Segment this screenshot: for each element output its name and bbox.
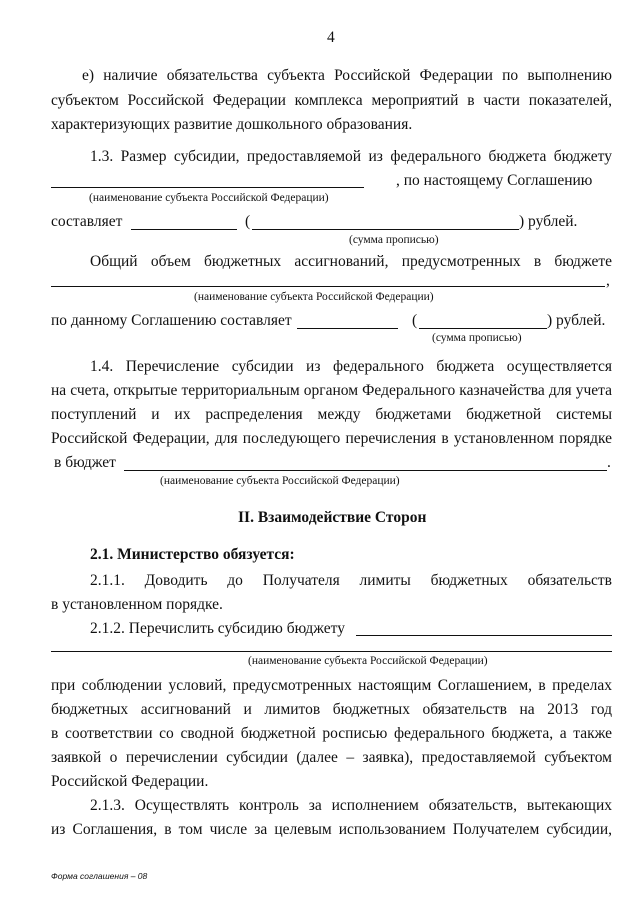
p13-amount-prefix: составляет — [51, 213, 123, 230]
p213-line-2: из Соглашения, в том числе за целевым использованием Получателем субсидии, — [51, 821, 612, 838]
p13-paren-close: ) рублей. — [519, 213, 578, 230]
total-comma: , — [606, 272, 610, 289]
e-item-line-3: характеризующих развитие дошкольного образования. — [51, 116, 413, 133]
e-item-line-2: субъектом Российской Федерации комплекса мероприятий в части показателей, — [51, 92, 612, 109]
p14-line-4: Российской Федерации, для последующего перечисления в установленном порядке — [51, 430, 612, 447]
p14-line-5-prefix: в бюджет — [54, 454, 116, 471]
p212-line-4: бюджетных ассигнований и лимитов бюджетных обязательств на 2013 год — [51, 701, 612, 718]
total-line-3-prefix: по данному Соглашению составляет — [51, 312, 292, 329]
p211-line-2: в установленном порядке. — [51, 596, 223, 613]
page-number: 4 — [327, 29, 335, 46]
total-caption-subject: (наименование субъекта Российской Федерации) — [194, 291, 434, 303]
p212-subject-blank-2[interactable] — [51, 651, 612, 652]
p14-period: . — [607, 454, 611, 471]
total-caption-words: (сумма прописью) — [432, 332, 522, 344]
p14-line-1: 1.4. Перечисление субсидии из федерального бюджета осуществляется — [90, 358, 612, 375]
total-line-1: Общий объем бюджетных ассигнований, предусмотренных в бюджете — [90, 253, 612, 270]
p213-line-1: 2.1.3. Осуществлять контроль за исполнением обязательств, вытекающих — [90, 797, 612, 814]
p14-subject-blank[interactable] — [124, 470, 607, 471]
p13-tail: , по настоящему Соглашению — [396, 172, 593, 189]
p14-line-2: на счета, открытые территориальным органом Федерального казначейства для учета — [51, 382, 612, 399]
p13-caption-words: (сумма прописью) — [349, 234, 439, 246]
total-amount-blank[interactable] — [297, 328, 398, 329]
total-paren-open: ( — [412, 312, 418, 329]
p212-line-5: в соответствии со сводной бюджетной росписью федерального бюджета, а также — [51, 725, 612, 742]
p21-title: 2.1. Министерство обязуется: — [90, 546, 295, 563]
p14-caption-subject: (наименование субъекта Российской Федерации) — [160, 475, 400, 487]
p212-caption-subject: (наименование субъекта Российской Федерации) — [248, 655, 488, 667]
p212-line-6: заявкой о перечислении субсидии (далее – заявка), предоставляемой субъектом — [51, 749, 612, 766]
p13-paren-open: ( — [245, 213, 251, 230]
total-words-blank[interactable] — [419, 328, 547, 329]
section-2-title: II. Взаимодействие Сторон — [238, 509, 427, 526]
p14-line-3: поступлений и их распределения между бюджетами бюджетной системы — [51, 406, 612, 423]
p211-line-1: 2.1.1. Доводить до Получателя лимиты бюджетных обязательств — [90, 572, 612, 589]
p13-line-1: 1.3. Размер субсидии, предоставляемой из федерального бюджета бюджету — [90, 148, 612, 165]
p212-line-1: 2.1.2. Перечислить субсидию бюджету — [90, 620, 345, 637]
p212-line-7: Российской Федерации. — [51, 773, 209, 790]
e-item-line-1: е) наличие обязательства субъекта Российской Федерации по выполнению — [82, 67, 612, 84]
p212-subject-blank-1[interactable] — [356, 635, 612, 636]
p13-subject-blank[interactable] — [51, 187, 364, 188]
form-footer: Форма соглашения – 08 — [51, 871, 148, 881]
p13-words-blank[interactable] — [252, 229, 519, 230]
total-subject-blank[interactable] — [51, 286, 605, 287]
p212-line-3: при соблюдении условий, предусмотренных настоящим Соглашением, в пределах — [51, 677, 612, 694]
p13-amount-blank[interactable] — [131, 229, 237, 230]
total-paren-close: ) рублей. — [547, 312, 606, 329]
p13-caption-subject: (наименование субъекта Российской Федерации) — [89, 192, 329, 204]
